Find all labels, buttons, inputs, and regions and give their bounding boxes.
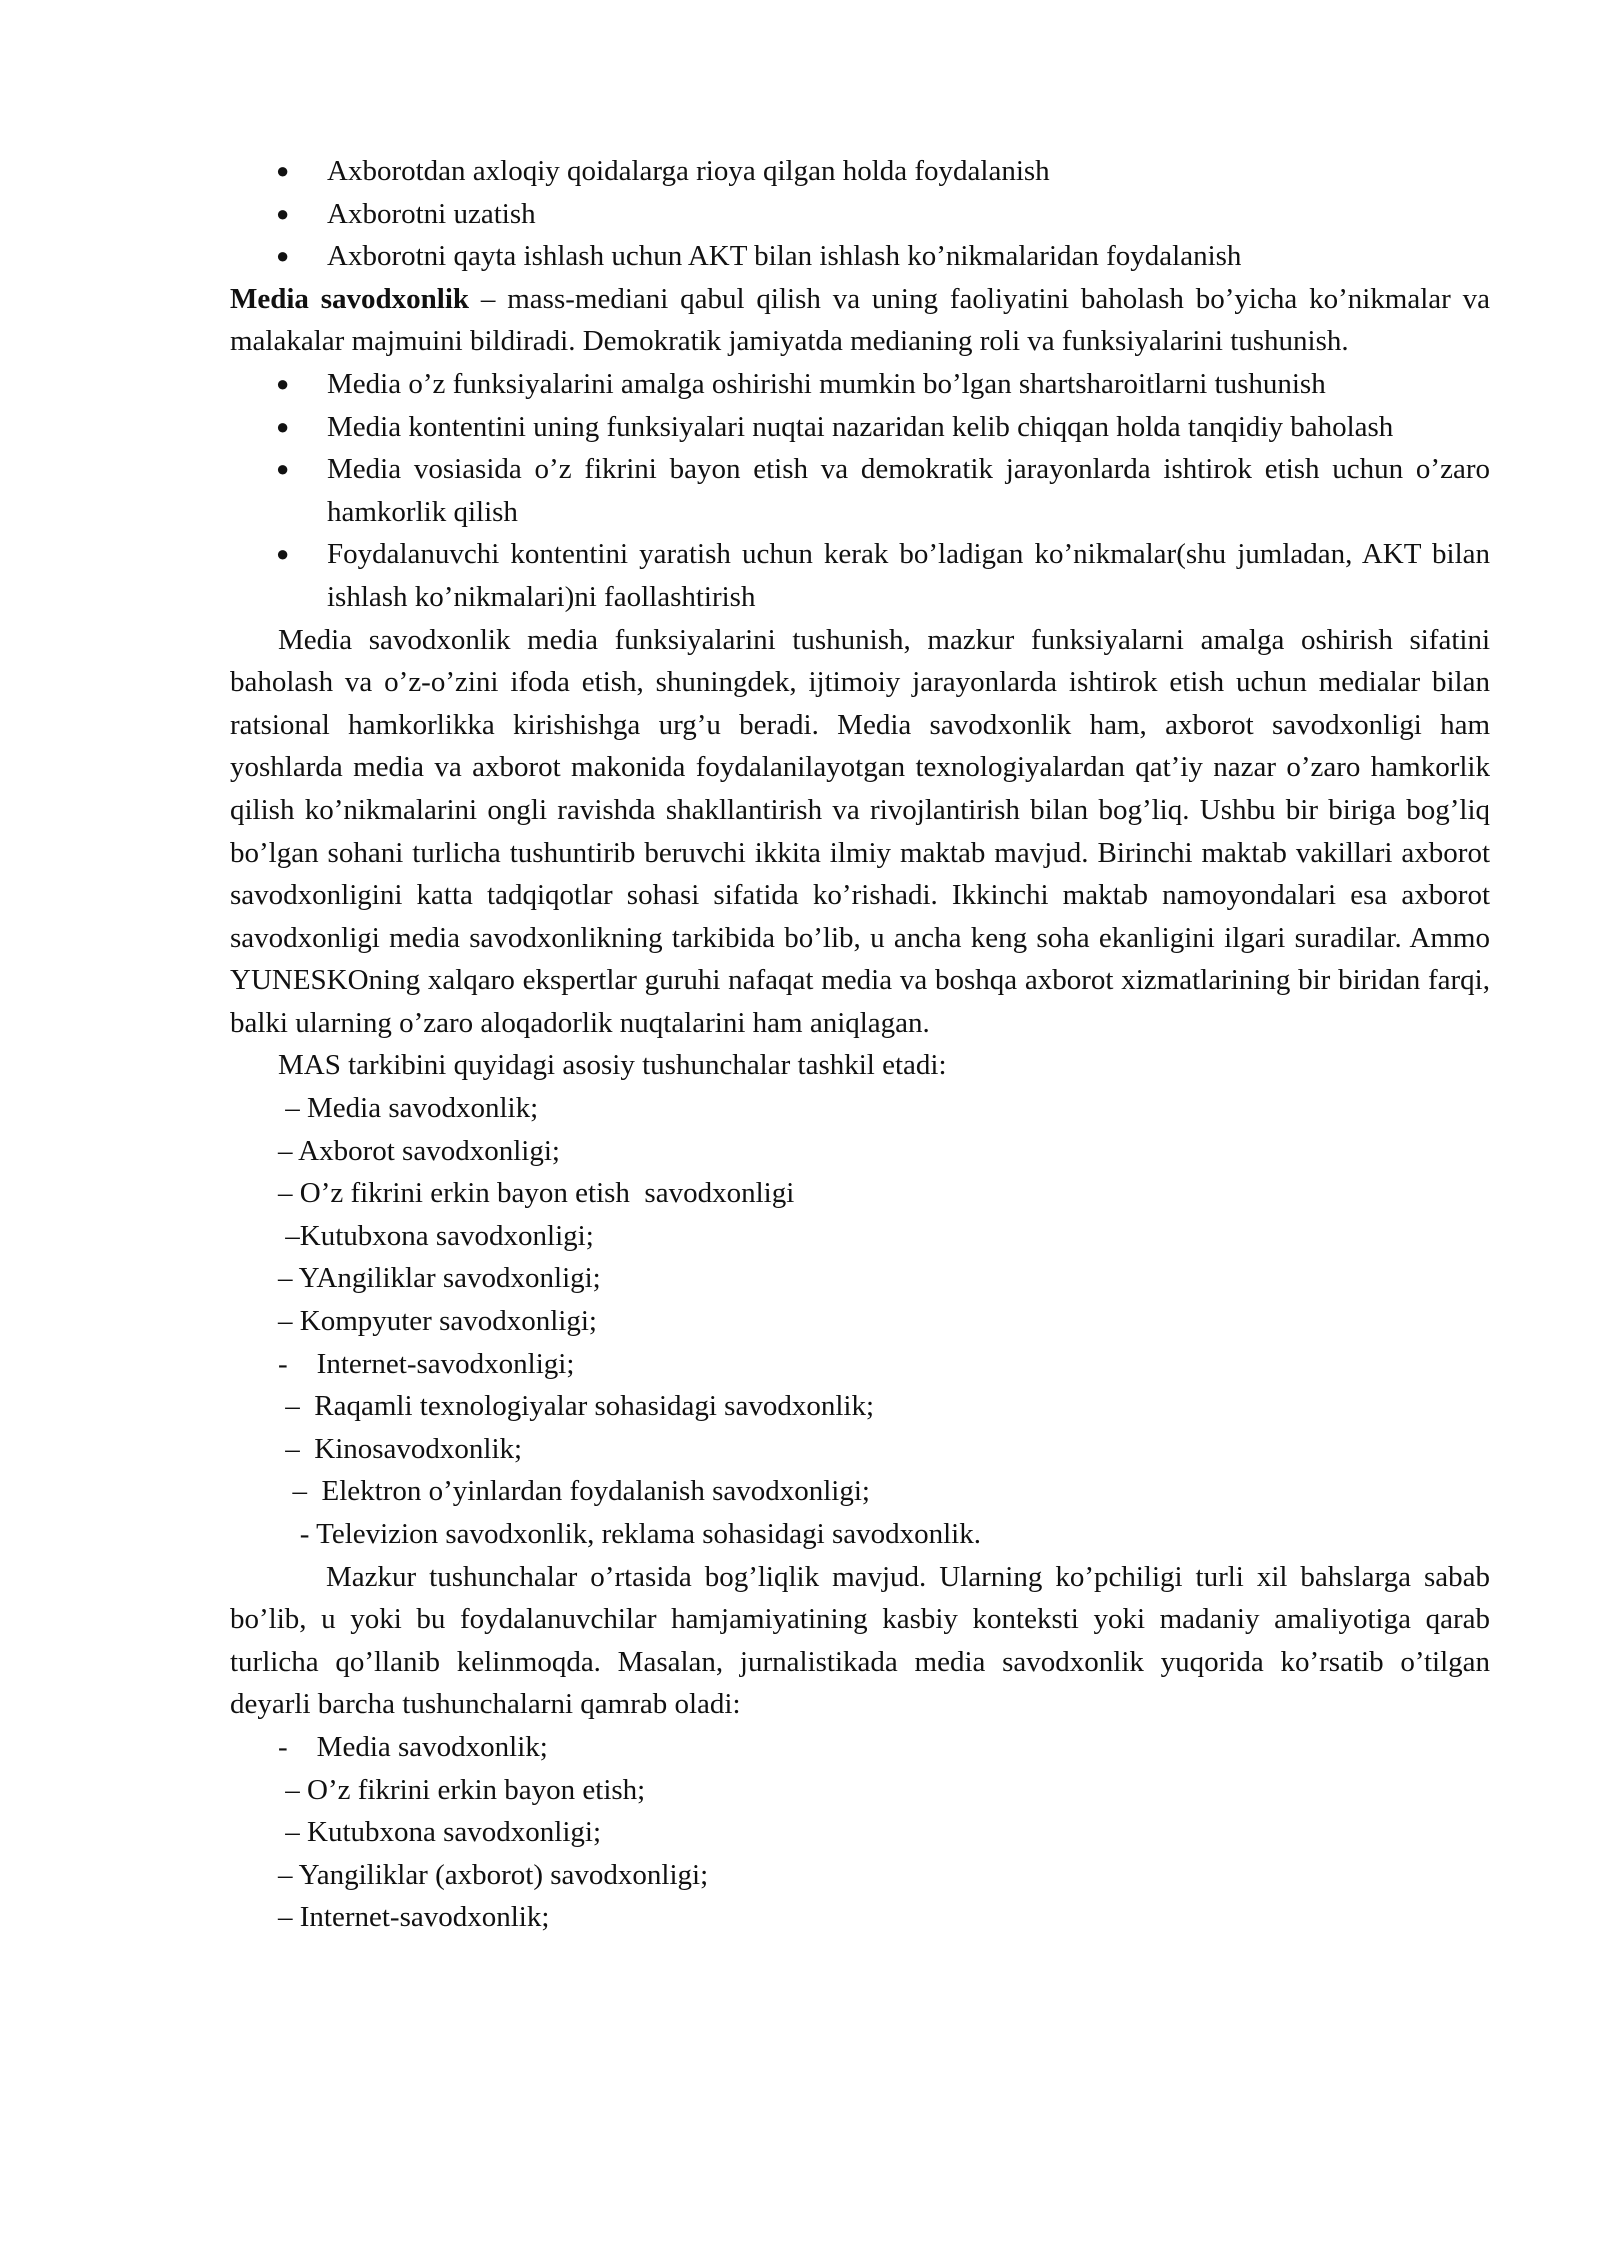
bullet-icon: ●: [276, 158, 290, 183]
list-item: – Raqamli texnologiyalar sohasidagi savodxonlik;: [278, 1390, 875, 1423]
list-item: – Axborot savodxonligi;: [278, 1134, 560, 1167]
list-item: – O’z fikrini erkin bayon etish savodxonligi: [278, 1177, 795, 1210]
list-item: ● Axborotni qayta ishlash uchun AKT bilan ishlash ko’nikmalaridan foydalanish: [230, 235, 1490, 278]
bullet-icon: ●: [276, 200, 290, 226]
list-item: ● Axborotni uzatish: [230, 193, 1490, 236]
list-item: ● Axborotdan axloqiy qoidalarga rioya qilgan holda foydalanish: [230, 150, 1490, 193]
bullet-icon: ●: [276, 243, 290, 269]
mas-intro: MAS tarkibini quyidagi asosiy tushunchalar tashkil etadi:: [278, 1049, 947, 1082]
list-item: – Kutubxona savodxonligi;: [278, 1816, 602, 1849]
definition-paragraph: [230, 278, 1490, 363]
list-item: – Kinosavodxonlik;: [278, 1432, 523, 1465]
list-item: - Televizion savodxonlik, reklama sohasidagi savodxonlik.: [278, 1518, 981, 1550]
list-item: – Internet-savodxonlik;: [278, 1901, 550, 1934]
list-item: ● Media kontentini uning funksiyalari nuqtai nazaridan kelib chiqqan holda tanqidiy baholash: [230, 406, 1490, 449]
relation-paragraph: Mazkur tushunchalar o’rtasida bog’liqlik mavjud. Ularning ko’pchiligi turli xil bahslarga sabab bo’lib, u yoki bu foydalanuvchilar hamjamiyatining kasbiy konteksti yoki madaniy amaliyotiga qarab turlicha qo’llanib kelinmoqda. Masalan, jurnalistikada media savodxonlik yuqorida ko’rsatib o’tilgan deyarli barcha tushunchalarni qamrab oladi:: [230, 1560, 1490, 1721]
journalism-list: [230, 1726, 1490, 1939]
main-paragraph: Media savodxonlik media funksiyalarini tushunish, mazkur funksiyalarni amalga oshirish sifatini baholash va o’z-o’zini ifoda etish, shuningdek, ijtimoiy jarayonlarda ishtirok etish uchun medialar bilan ratsional hamkorlikka kirishishga urg’u beradi. Media savodxonlik ham, axborot savodxonligi ham yoshlarda media va axborot makonida foydalanilayotgan texnologiyalardan qat’iy nazar o’zaro hamkorlik qilish ko’nikmalarini ongli ravishda shakllantirish va rivojlantirish bilan bog’liq. Ushbu bir biriga bog’liq bo’lgan sohani turlicha tushuntirib beruvchi ikkita ilmiy maktab mavjud. Birinchi maktab vakillari axborot savodxonligini katta tadqiqotlar sohasi sifatida ko’rishadi. Ikkinchi maktab namoyondalari esa axborot savodxonligi media savodxonlikning tarkibida bo’lib, u ancha keng soha ekanligini ilgari suradilar. Ammo YUNESKOning xalqaro ekspertlar guruhi nafaqat media va boshqa axborot xizmatlarining bir biridan farqi, balki ularning o’zaro aloqadorlik nuqtalarini ham aniqlagan.: [230, 623, 1490, 1039]
list-item: ● Foydalanuvchi kontentini yaratish uchun kerak bo’ladigan ko’nikmalar(shu jumladan, AKT bilan ishlash ko’nikmalari)ni faollashtirish: [230, 533, 1490, 618]
list-item: – O’z fikrini erkin bayon etish;: [278, 1773, 646, 1806]
bullet-icon: ●: [276, 370, 290, 396]
list-item: ● Media o’z funksiyalarini amalga oshirishi mumkin bo’lgan shartsharoitlarni tushunish: [230, 363, 1490, 406]
mas-concepts-list: [230, 1087, 1490, 1556]
definition-term: Media savodxonlik: [230, 282, 470, 315]
list-item: – YAngiliklar savodxonligi;: [278, 1262, 601, 1295]
bullet-list-media: [230, 363, 1490, 619]
bullet-list-top: [230, 150, 1490, 278]
definition-text: – mass-mediani qabul qilish va uning faoliyatini baholash bo’yicha ko’nikmalar va malakalar majmuini bildiradi. Demokratik jamiyatda medianing roli va funksiyalarini tushunish.: [230, 282, 1491, 358]
list-item: – Media savodxonlik;: [278, 1092, 539, 1125]
bullet-icon: ●: [276, 456, 290, 482]
list-item: - Media savodxonlik;: [278, 1730, 548, 1763]
list-item: – Kompyuter savodxonligi;: [278, 1305, 597, 1338]
list-item: – Yangiliklar (axborot) savodxonligi;: [278, 1858, 709, 1891]
page-content: [230, 150, 1490, 1939]
list-item: ● Media vosiasida o’z fikrini bayon etish va demokratik jarayonlarda ishtirok etish uchun o’zaro hamkorlik qilish: [230, 448, 1490, 533]
list-item: - Internet-savodxonligi;: [278, 1347, 575, 1380]
list-item: – Elektron o’yinlardan foydalanish savodxonligi;: [278, 1475, 870, 1508]
bullet-icon: ●: [276, 413, 290, 439]
bullet-icon: ●: [276, 541, 290, 567]
list-item: –Kutubxona savodxonligi;: [278, 1219, 594, 1252]
